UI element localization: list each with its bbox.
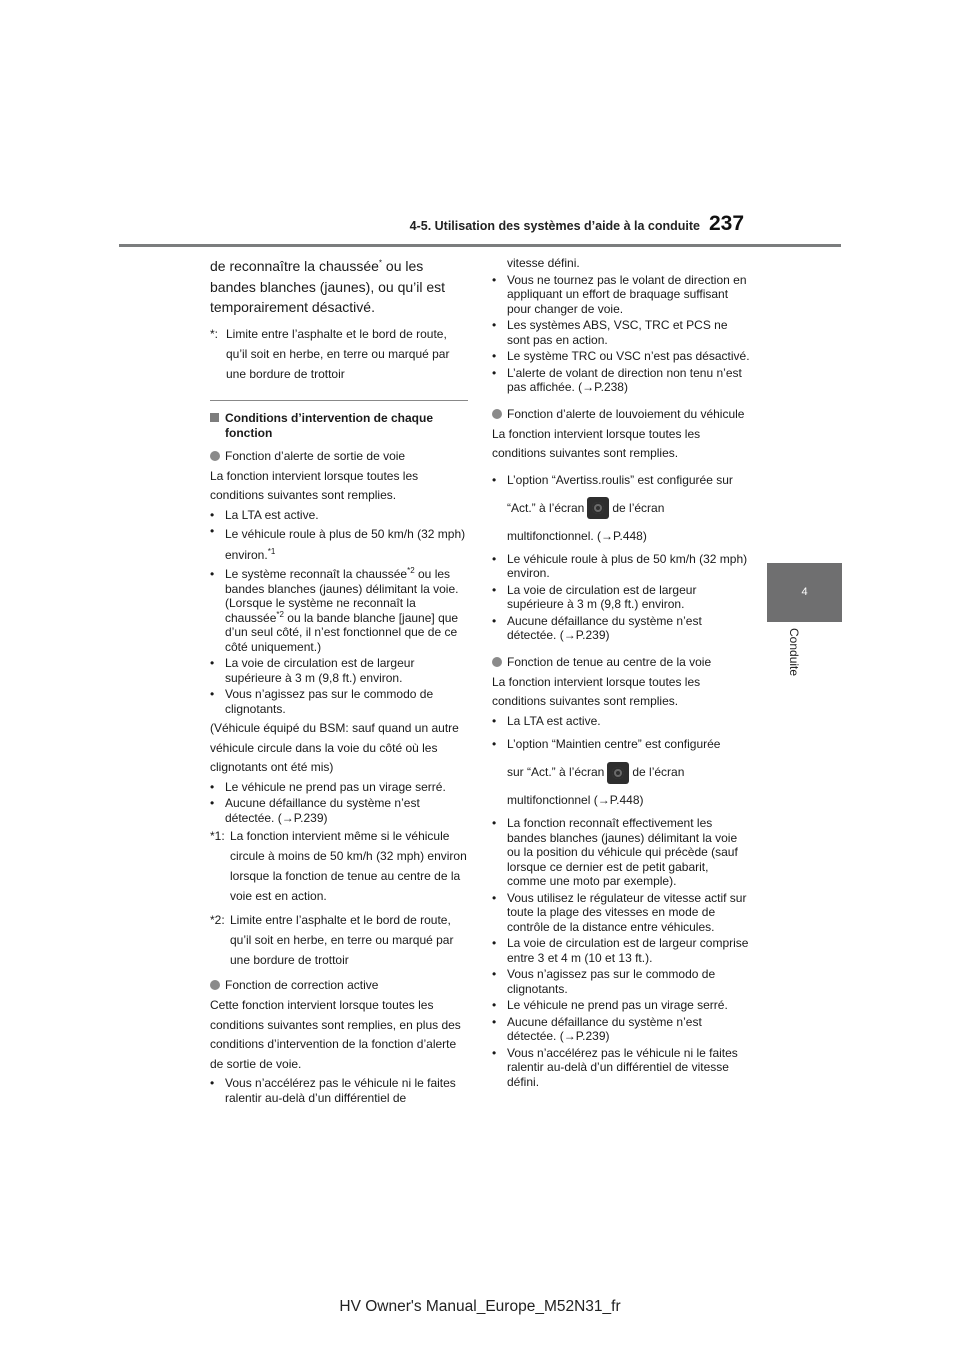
chapter-label: Conduite [787, 628, 801, 677]
list-item: • La LTA est active. [210, 507, 319, 522]
list-item: • La voie de circulation est de largeur supérieure à 3 m (9,8 ft.) environ. [210, 656, 415, 685]
list-item: • Vous utilisez le régulateur de vitesse actif sur toute la plage des vitesses en mode de contrôle de la distance entre véhicules. [492, 890, 747, 934]
subheading-active-correction: Fonction de correction active [210, 978, 468, 993]
right-column [492, 256, 750, 1090]
list-item: • Aucune défaillance du système n’est détectée. (→P.239) [492, 613, 702, 642]
list-item: • Le véhicule ne prend pas un virage serré. [210, 779, 446, 794]
paragraph: La fonction intervient lorsque toutes les conditions suivantes sont remplies. [492, 426, 701, 460]
list-item: • L’option “Avertiss.roulis” est configurée sur “Act.” à l’écran de l’écran multifonctionnel. (→P.448) [492, 472, 733, 543]
header-rule [119, 244, 841, 247]
circle-bullet-icon [210, 451, 220, 461]
footnote-star: *: Limite entre l’asphalte et le bord de route, qu’il soit en herbe, en terre ou marqué par une bordure de trottoir [210, 326, 450, 381]
chapter-tab[interactable] [767, 563, 842, 622]
subheading-lane-departure: Fonction d’alerte de sortie de voie [210, 449, 468, 464]
list-item: • Les systèmes ABS, VSC, TRC et PCS ne sont pas en action. [492, 318, 728, 347]
paragraph: La fonction intervient lorsque toutes les conditions suivantes sont remplies. [210, 468, 419, 502]
subheading-lane-centering: Fonction de tenue au centre de la voie [492, 655, 750, 670]
list-item: • Le véhicule ne prend pas un virage serré. [492, 998, 728, 1012]
circle-bullet-icon [492, 409, 502, 419]
left-column [210, 256, 468, 1106]
list-item: • La voie de circulation est de largeur comprise entre 3 et 4 m (10 et 13 ft.). [492, 936, 749, 965]
list-item: • Le système TRC ou VSC n’est pas désactivé. [492, 349, 750, 363]
lead-paragraph: de reconnaître la chaussée* ou les bandes blanches (jaunes), ou qu’il est temporairement désactivé. [210, 258, 446, 315]
list-item: • Vous ne tournez pas le volant de direction en appliquant un effort de braquage suffisant pour changer de voie. [492, 272, 747, 316]
list-item: • Le véhicule roule à plus de 50 km/h (32 mph) environ.$^{*1}$ [210, 524, 466, 562]
list-item: • Vous n’agissez pas sur le commodo de clignotants. [210, 687, 434, 716]
footnote-1: *1: La fonction intervient même si le véhicule circule à moins de 50 km/h (32 mph) environ lorsque la fonction de tenue au centre de la voie est en action. [210, 829, 467, 903]
page-number: 237 [709, 212, 745, 235]
list-item: • Le système reconnaît la chaussée$^{*2}$ ou les bandes blanches (jaunes) délimitant la voie. (Lorsque le système ne reconnaît la chaussée$^{*2}$ ou la bande blanche [jaune] que d’un seul côté, il n’est fonctionnel que de ce côté uniquement.) [210, 566, 459, 654]
list-item: • Vous n’agissez pas sur le commodo de clignotants. [492, 967, 716, 996]
subheading-sway-warning: Fonction d’alerte de louvoiement du véhicule [492, 407, 750, 422]
list-item: • L’option “Maintien centre” est configurée sur “Act.” à l’écran de l’écran multifonctionnel (→P.448) [492, 737, 721, 807]
list-item: • Vous n’accélérez pas le véhicule ni le faites ralentir au-delà d’un différentiel de vitesse défini. [492, 1045, 738, 1089]
list-item: • Aucune défaillance du système n’est détectée. (→P.239) [210, 796, 420, 825]
conditions-heading: Conditions d’intervention de chaque fonction [210, 411, 468, 441]
continued-text: vitesse défini. [507, 256, 580, 270]
paragraph: Cette fonction intervient lorsque toutes les conditions suivantes sont remplies, en plus des conditions d’intervention de la fonction d’alerte de sortie de voie. [210, 998, 461, 1071]
paragraph: La fonction intervient lorsque toutes les conditions suivantes sont remplies. [492, 674, 701, 708]
gear-icon [607, 762, 629, 784]
list-item: • Vous n’accélérez pas le véhicule ni le faites ralentir au-delà d’un différentiel de [210, 1076, 456, 1105]
circle-bullet-icon [210, 980, 220, 990]
list-item: • Le véhicule roule à plus de 50 km/h (32 mph) environ. [492, 551, 748, 580]
section-divider [210, 400, 468, 401]
list-item: • Aucune défaillance du système n’est détectée. (→P.239) [492, 1014, 702, 1043]
paragraph: (Véhicule équipé du BSM: sauf quand un autre véhicule circule dans la voie du côté où les clignotants ont été mis) [210, 721, 459, 774]
section-title: 4-5. Utilisation des systèmes d’aide à la conduite [409, 219, 700, 233]
list-item: • L’alerte de volant de direction non tenu n’est pas affichée. (→P.238) [492, 365, 742, 394]
gear-icon [587, 497, 609, 519]
circle-bullet-icon [492, 657, 502, 667]
footnote-2: *2: Limite entre l’asphalte et le bord de route, qu’il soit en herbe, en terre ou marqué par une bordure de trottoir [210, 913, 454, 967]
square-bullet-icon [210, 413, 219, 422]
footer-manual-id: HV Owner's Manual_Europe_M52N31_fr [339, 1298, 621, 1315]
chapter-number: 4 [801, 586, 808, 598]
list-item: • La LTA est active. [492, 713, 601, 728]
list-item: • La fonction reconnaît effectivement les bandes blanches (jaunes) délimitant la voie ou la position du véhicule qui précède (sauf lorsque ce dernier est de petit gabarit, comme une moto par exemple). [492, 816, 738, 888]
list-item: • La voie de circulation est de largeur supérieure à 3 m (9,8 ft.) environ. [492, 582, 697, 611]
